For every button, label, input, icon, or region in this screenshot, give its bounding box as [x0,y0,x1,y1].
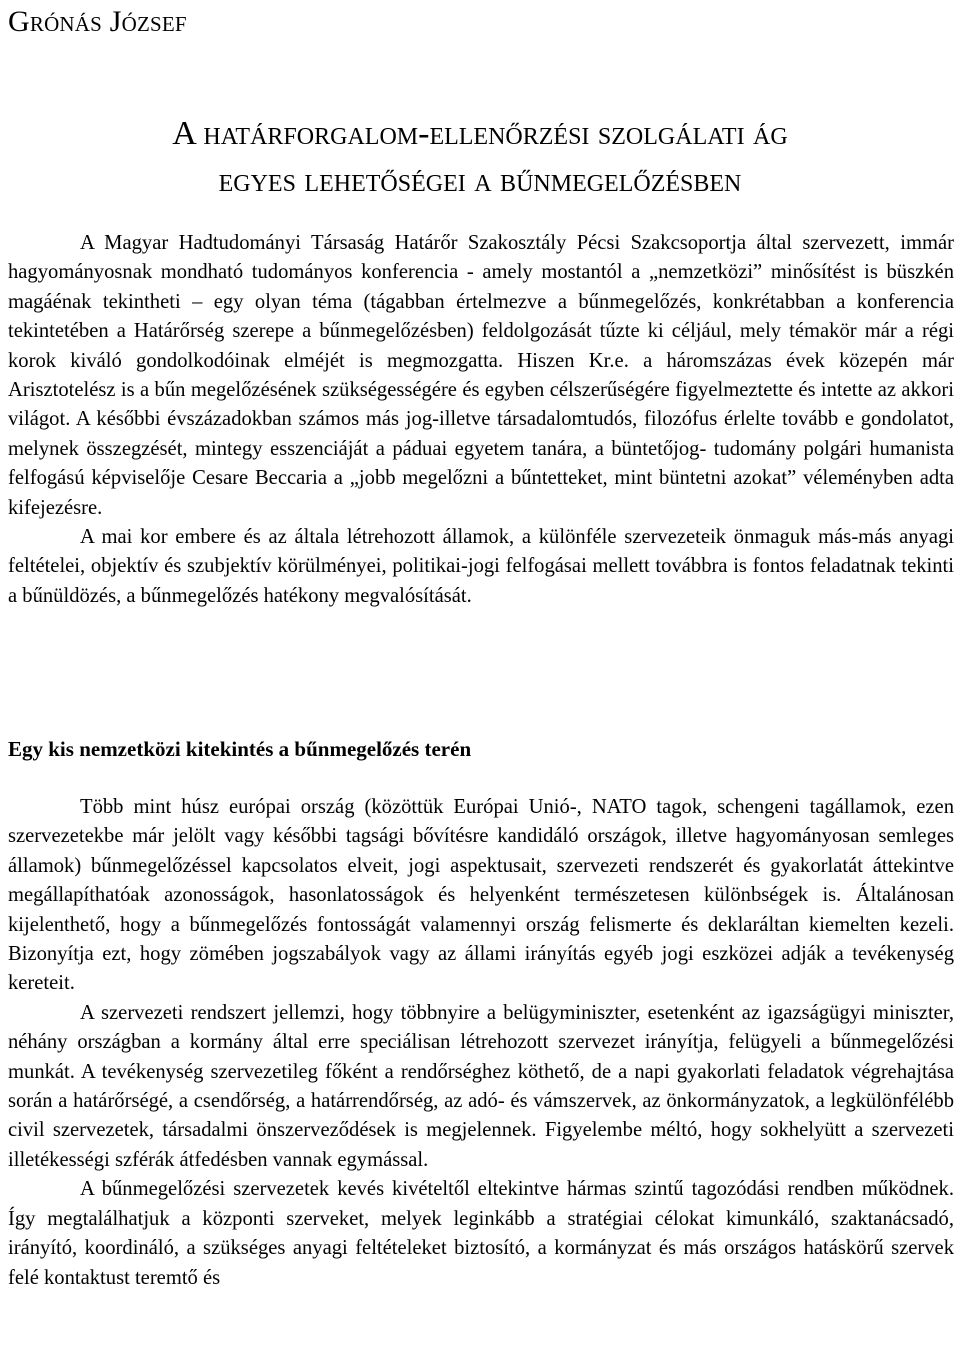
article-title-line-1: A határforgalom-ellenőrzési szolgálati ág [172,115,788,152]
author-name: Grónás József [8,5,187,38]
section-heading: Egy kis nemzetközi kitekintés a bűnmegelőzés terén [8,737,472,761]
intro-paragraph: A mai kor embere és az általa létrehozott államok, a különféle szervezeteik önmaguk más-más anyagi feltételei, objektív és szubjektív körülményei, politikai-jogi felfogásai mellett továbbra is fontos feladatnak tekinti a bűnüldözés, a bűnmegelőzés hatékony megvalósítását. [8,526,954,607]
section-paragraph: A szervezeti rendszert jellemzi, hogy többnyire a belügyminiszter, esetenként az igazságügyi miniszter, néhány országban a kormány által erre speciálisan létrehozott szervezet irányítja, felügyeli a bűnmegelőzési munkát. A tevékenység szervezetileg főként a rendőrséghez köthető, de a napi gyakorlati feladatok végrehajtása során a határőrségé, a csendőrség, a határrendőrség, az adó- és vámszervek, az önkormányzatok, a legkülönfélébb civil szervezetek, társadalmi önszerveződések is megjelennek. Figyelembe méltó, hogy sokhelyütt a szervezeti illetékességi szférák átfedésben vannak egymással. [8,1001,954,1171]
section-paragraph: Több mint húsz európai ország (közöttük Európai Unió-, NATO tagok, schengeni tagállamok, ezen szervezetekbe már jelölt vagy későbbi tagsági bővítésre kandidáló országok, illetve hagyományosan semleges államok) bűnmegelőzéssel kapcsolatos elveit, jogi aspektusait, szervezeti rendszerét és gyakorlatát áttekintve megállapíthatóak azonosságok, hasonlatosságok és helyenként természetesen különbségek is. Általánosan kijelenthető, hogy a bűnmegelőzés fontosságát valamennyi ország felismerte és deklaráltan kiemelten kezeli. Bizonyítja ezt, hogy zömében jogszabályok vagy az állami irányítás egyéb jogi eszközei adják a tevékenység kereteit. [8,796,954,995]
article-title-line-2: egyes lehetőségei a bűnmegelőzésben [218,162,742,199]
article-title [0,110,960,204]
intro-section [8,229,954,611]
section-paragraph: A bűnmegelőzési szervezetek kevés kivételtől eltekintve hármas szintű tagozódási rendben működnek. Így megtalálhatjuk a központi szerveket, melyek leginkább a stratégiai célokat kimunkáló, szaktanácsadó, irányító, koordináló, a szükséges anyagi feltételeket biztosító, a kormányzat és más országos hatáskörű szervek felé kontaktust teremtő és [8,1178,954,1289]
intro-paragraph: A Magyar Hadtudományi Társaság Határőr Szakosztály Pécsi Szakcsoportja által szervezett, immár hagyományosnak mondható tudományos konferencia - amely mostantól a „nemzetközi” minősítést is büszkén magáénak tekintheti – egy olyan téma (tágabban értelmezve a bűnmegelőzés, konkrétabban a konferencia tekintetében a Határőrség szerepe a bűnmegelőzésben) feldolgozását tűzte ki céljául, mely témakör már a régi korok kiváló gondolkodóinak elméjét is megmozgatta. Hiszen Kr.e. a háromszázas évek közepén már Arisztotelész is a bűn megelőzésének szükségességére és egyben célszerűségére figyelmeztette és intette az akkori világot. A későbbi évszázadokban számos más jog-illetve társadalomtudós, filozófus érlelte tovább e gondolatot, melynek összegzését, mintegy esszenciáját a páduai egyetem tanára, a büntetőjog- tudomány polgári humanista felfogású képviselője Cesare Beccaria a „jobb megelőzni a bűntetteket, mint büntetni azokat” véleményben adta kifejezésre. [8,232,954,519]
section-body [8,793,954,1293]
